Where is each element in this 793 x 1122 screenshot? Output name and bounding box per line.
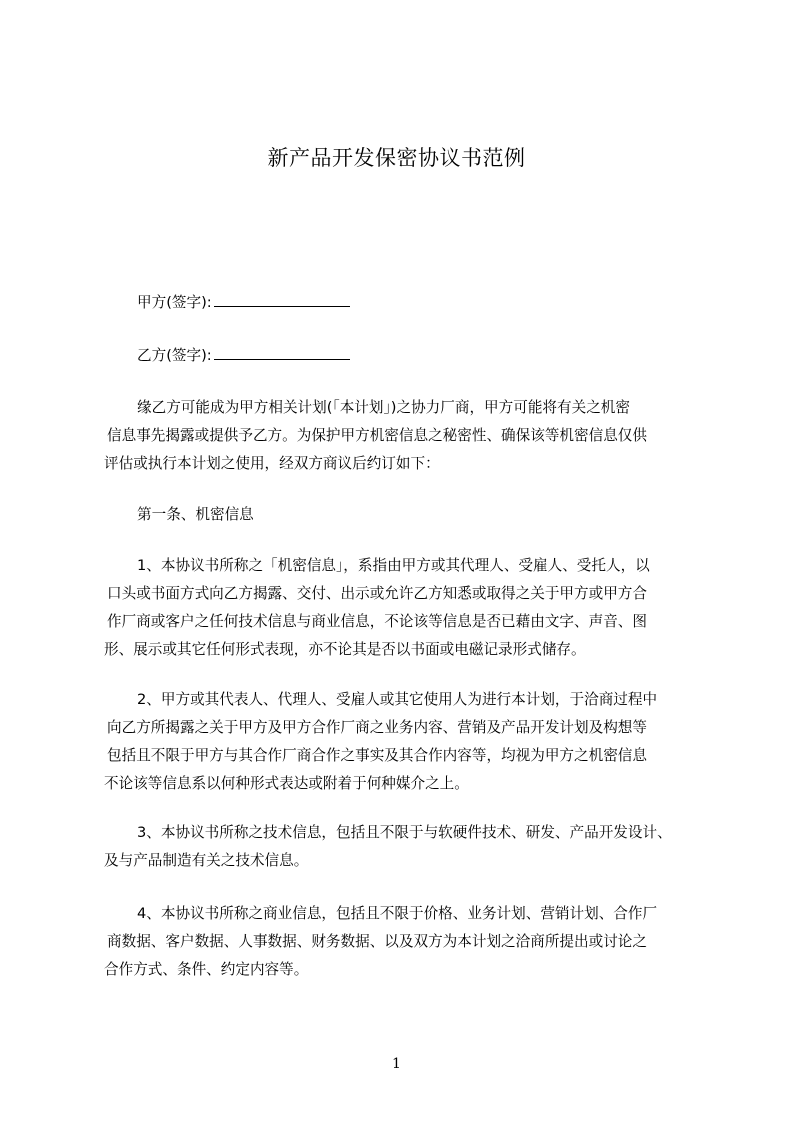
- intro-line: 评估或执行本计划之使用，经双方商议后约订如下：: [104, 455, 440, 472]
- intro-line: 缘乙方可能成为甲方相关计划(「本计划」)之协力厂商，甲方可能将有关之机密: [137, 399, 630, 416]
- party-b-label: 乙方(签字):: [137, 347, 212, 364]
- clause-2-line: 包括且不限于甲方与其合作厂商合作之事实及其合作内容等，均视为甲方之机密信息: [107, 747, 647, 764]
- clause-4-line: 4、本协议书所称之商业信息，包括且不限于价格、业务计划、营销计划、合作厂: [137, 905, 658, 922]
- page-number: 1: [392, 1056, 401, 1072]
- party-a-label: 甲方(签字):: [137, 294, 212, 311]
- party-a-signature-line: [137, 292, 350, 313]
- clause-2-line: 向乙方所揭露之关于甲方及甲方合作厂商之业务内容、营销及产品开发计划及构想等: [107, 719, 647, 736]
- party-b-signature-line: [137, 345, 350, 366]
- clause-1-line: 形、展示或其它任何形式表现，亦不论其是否以书面或电磁记录形式储存。: [104, 641, 586, 658]
- clause-1-line: 口头或书面方式向乙方揭露、交付、出示或允许乙方知悉或取得之关于甲方或甲方合: [107, 585, 647, 602]
- clause-3-line: 3、本协议书所称之技术信息，包括且不限于与软硬件技术、研发、产品开发设计、: [137, 824, 672, 841]
- party-b-signature-blank: [214, 345, 350, 360]
- party-a-signature-blank: [214, 292, 350, 307]
- clause-2-line: 2、甲方或其代表人、代理人、受雇人或其它使用人为进行本计划，于洽商过程中: [137, 691, 658, 708]
- clause-1-line: 1、本协议书所称之「机密信息」，系指由甲方或其代理人、受雇人、受托人，以: [137, 557, 650, 574]
- clause-4-line: 商数据、客户数据、人事数据、财务数据、以及双方为本计划之洽商所提出或讨论之: [107, 933, 647, 950]
- document-title: 新产品开发保密协议书范例: [267, 146, 526, 170]
- clause-3-line: 及与产品制造有关之技术信息。: [104, 852, 309, 869]
- article-1-heading: 第一条、机密信息: [137, 506, 254, 523]
- clause-4-line: 合作方式、条件、约定内容等。: [104, 961, 309, 978]
- clause-2-line: 不论该等信息系以何种形式表达或附着于何种媒介之上。: [104, 775, 469, 792]
- clause-1-line: 作厂商或客户之任何技术信息与商业信息，不论该等信息是否已藉由文字、声音、图: [107, 613, 647, 630]
- intro-line: 信息事先揭露或提供予乙方。为保护甲方机密信息之秘密性、确保该等机密信息仅供: [107, 427, 647, 444]
